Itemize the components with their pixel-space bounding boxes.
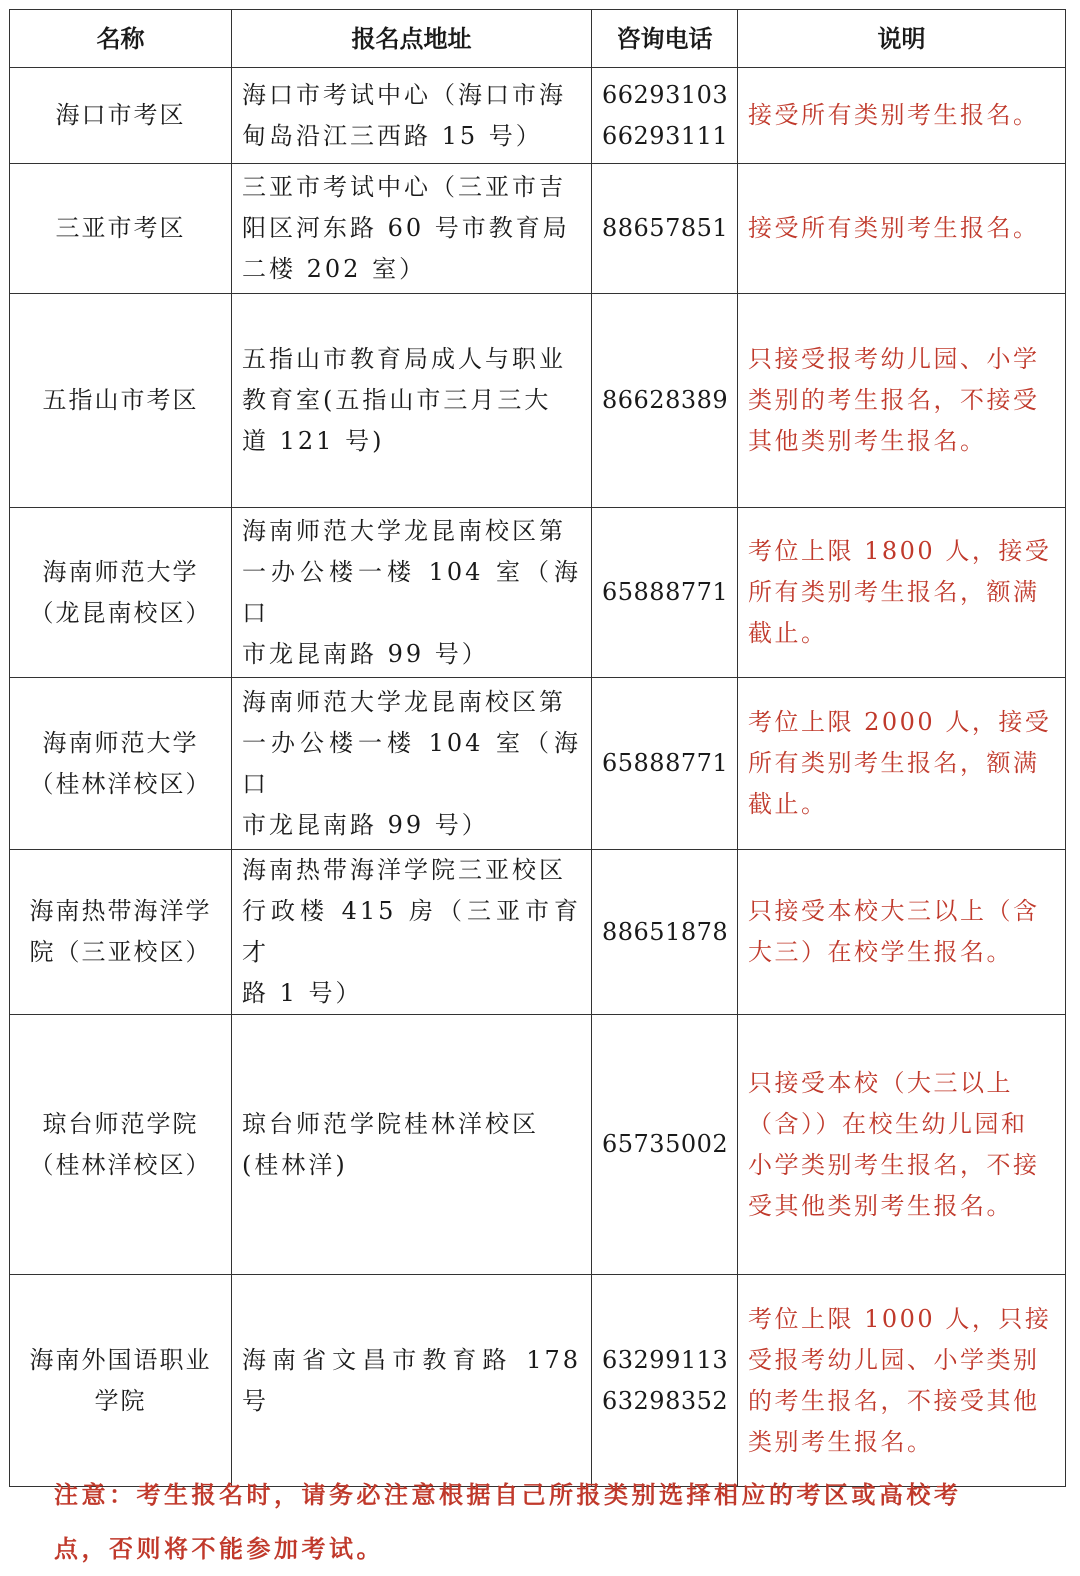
cell-phone — [592, 294, 738, 508]
table-row — [10, 294, 1066, 508]
cell-note-line: 受其他类别考生报名。 — [748, 1191, 1013, 1220]
table-row — [10, 678, 1066, 850]
cell-note — [738, 1275, 1066, 1487]
table-row — [10, 850, 1066, 1015]
cell-note-line: 其他类别考生报名。 — [748, 427, 987, 455]
footer-line-1: 注意：考生报名时，请务必注意根据自己所报类别选择相应的考区或高校考 — [54, 1480, 962, 1509]
cell-note-line: 考位上限 1000 人，只接 — [748, 1304, 1052, 1333]
cell-phone-line: 66293111 — [602, 121, 729, 150]
cell-name-line: （龙昆南校区） — [29, 598, 212, 627]
cell-address-line: 五指山市教育局成人与职业 — [242, 345, 566, 373]
cell-phone-line: 65735002 — [602, 1130, 729, 1158]
cell-name — [10, 294, 232, 508]
cell-address-line: 市龙昆南路 99 号） — [242, 639, 489, 668]
cell-address — [232, 1275, 592, 1487]
cell-note-line: 只接受本校大三以上（含 — [748, 897, 1040, 925]
cell-address-line: 海南省文昌市教育路 178 号 — [242, 1345, 592, 1415]
cell-note — [738, 68, 1066, 164]
cell-address-line: 海南师范大学龙昆南校区第 — [242, 687, 566, 716]
cell-name-line: 三亚市考区 — [55, 214, 186, 242]
cell-name — [10, 678, 232, 850]
cell-name-line: 五指山市考区 — [42, 386, 199, 414]
cell-name-line: （桂林洋校区） — [29, 769, 212, 798]
cell-name — [10, 1275, 232, 1487]
table-row — [10, 508, 1066, 678]
cell-note-line: 所有类别考生报名，额满 — [748, 578, 1040, 606]
cell-note-line: 大三）在校学生报名。 — [748, 938, 1013, 966]
cell-phone-line: 65888771 — [602, 578, 729, 606]
cell-address-line: 海南热带海洋学院三亚校区 — [242, 856, 566, 884]
cell-name — [10, 1015, 232, 1275]
cell-address-line: 海口市考试中心（海口市海 — [242, 80, 566, 109]
cell-address — [232, 68, 592, 164]
cell-note-line: 只接受本校（大三以上 — [748, 1068, 1013, 1097]
cell-note-line: 截止。 — [748, 619, 828, 647]
cell-address — [232, 294, 592, 508]
cell-address-line: 行政楼 415 房（三亚市育才 — [242, 897, 581, 966]
cell-name-line: 海南师范大学 — [42, 557, 199, 586]
cell-address — [232, 1015, 592, 1275]
cell-note — [738, 508, 1066, 678]
cell-name-line: （桂林洋校区） — [29, 1150, 212, 1179]
cell-note — [738, 678, 1066, 850]
cell-name-line: 海南热带海洋学 — [29, 897, 212, 925]
cell-note-line: 考位上限 2000 人，接受 — [748, 708, 1052, 736]
cell-address-line: 路 1 号） — [242, 979, 363, 1007]
cell-address — [232, 850, 592, 1015]
cell-address-line: 道 121 号) — [242, 427, 385, 455]
header-address: 报名点地址 — [232, 10, 592, 68]
header-name: 名称 — [10, 10, 232, 68]
cell-name-line: 学院 — [94, 1386, 147, 1415]
cell-phone — [592, 678, 738, 850]
cell-note — [738, 850, 1066, 1015]
cell-note — [738, 1015, 1066, 1275]
header-phone: 咨询电话 — [592, 10, 738, 68]
cell-phone — [592, 1015, 738, 1275]
registration-table — [9, 9, 1066, 1487]
cell-note-line: 考位上限 1800 人，接受 — [748, 537, 1052, 565]
cell-address-line: 一办公楼一楼 104 室（海口 — [242, 728, 581, 798]
cell-name-line: 海口市考区 — [55, 101, 186, 129]
cell-phone-line: 86628389 — [602, 386, 729, 414]
cell-note-line: 接受所有类别考生报名。 — [748, 101, 1040, 129]
cell-address-line: 甸岛沿江三西路 15 号） — [242, 121, 543, 150]
cell-note-line: 接受所有类别考生报名。 — [748, 214, 1040, 242]
cell-address-line: 一办公楼一楼 104 室（海口 — [242, 557, 581, 627]
cell-phone — [592, 1275, 738, 1487]
table-row — [10, 1275, 1066, 1487]
cell-note-line: 受报考幼儿园、小学类别 — [748, 1345, 1040, 1374]
cell-address — [232, 164, 592, 294]
cell-address — [232, 678, 592, 850]
header-note: 说明 — [738, 10, 1066, 68]
cell-address-line: 琼台师范学院桂林洋校区 — [242, 1109, 539, 1138]
cell-note-line: （含））在校生幼儿园和 — [748, 1109, 1028, 1138]
cell-name — [10, 850, 232, 1015]
cell-name — [10, 68, 232, 164]
table-row — [10, 68, 1066, 164]
cell-phone — [592, 508, 738, 678]
cell-address-line: 三亚市考试中心（三亚市吉 — [242, 173, 566, 201]
cell-phone — [592, 68, 738, 164]
cell-address-line: 二楼 202 室） — [242, 255, 427, 283]
cell-phone-line: 66293103 — [602, 80, 729, 109]
cell-note-line: 类别的考生报名，不接受 — [748, 386, 1040, 414]
cell-note-line: 所有类别考生报名，额满 — [748, 749, 1040, 777]
cell-address — [232, 508, 592, 678]
cell-phone — [592, 164, 738, 294]
cell-address-line: 教育室(五指山市三月三大 — [242, 386, 552, 414]
table-body — [10, 68, 1066, 1487]
cell-name-line: 海南师范大学 — [42, 728, 199, 757]
cell-phone — [592, 850, 738, 1015]
cell-name-line: 琼台师范学院 — [42, 1109, 199, 1138]
cell-address-line: 市龙昆南路 99 号） — [242, 810, 489, 839]
cell-note-line: 小学类别考生报名，不接 — [748, 1150, 1040, 1179]
cell-address-line: (桂林洋) — [242, 1150, 348, 1179]
table-row — [10, 164, 1066, 294]
cell-note — [738, 164, 1066, 294]
table-header-row — [10, 10, 1066, 68]
table-row — [10, 1015, 1066, 1275]
cell-phone-line: 88651878 — [602, 917, 729, 946]
cell-phone-line: 63299113 — [602, 1345, 729, 1374]
cell-name-line: 海南外国语职业 — [29, 1345, 212, 1374]
cell-note-line: 类别考生报名。 — [748, 1427, 934, 1456]
cell-note-line: 的考生报名，不接受其他 — [748, 1386, 1040, 1415]
cell-note-line: 只接受报考幼儿园、小学 — [748, 345, 1040, 373]
cell-note-line: 截止。 — [748, 790, 828, 818]
cell-name — [10, 164, 232, 294]
cell-address-line: 阳区河东路 60 号市教育局 — [242, 214, 570, 242]
cell-name — [10, 508, 232, 678]
cell-phone-line: 88657851 — [602, 214, 729, 242]
cell-address-line: 海南师范大学龙昆南校区第 — [242, 516, 566, 545]
cell-phone-line: 65888771 — [602, 749, 729, 777]
cell-name-line: 院（三亚校区） — [29, 938, 212, 966]
footer-notice — [54, 1468, 1014, 1576]
cell-phone-line: 63298352 — [602, 1386, 729, 1415]
cell-note — [738, 294, 1066, 508]
footer-line-2: 点，否则将不能参加考试。 — [54, 1534, 384, 1563]
